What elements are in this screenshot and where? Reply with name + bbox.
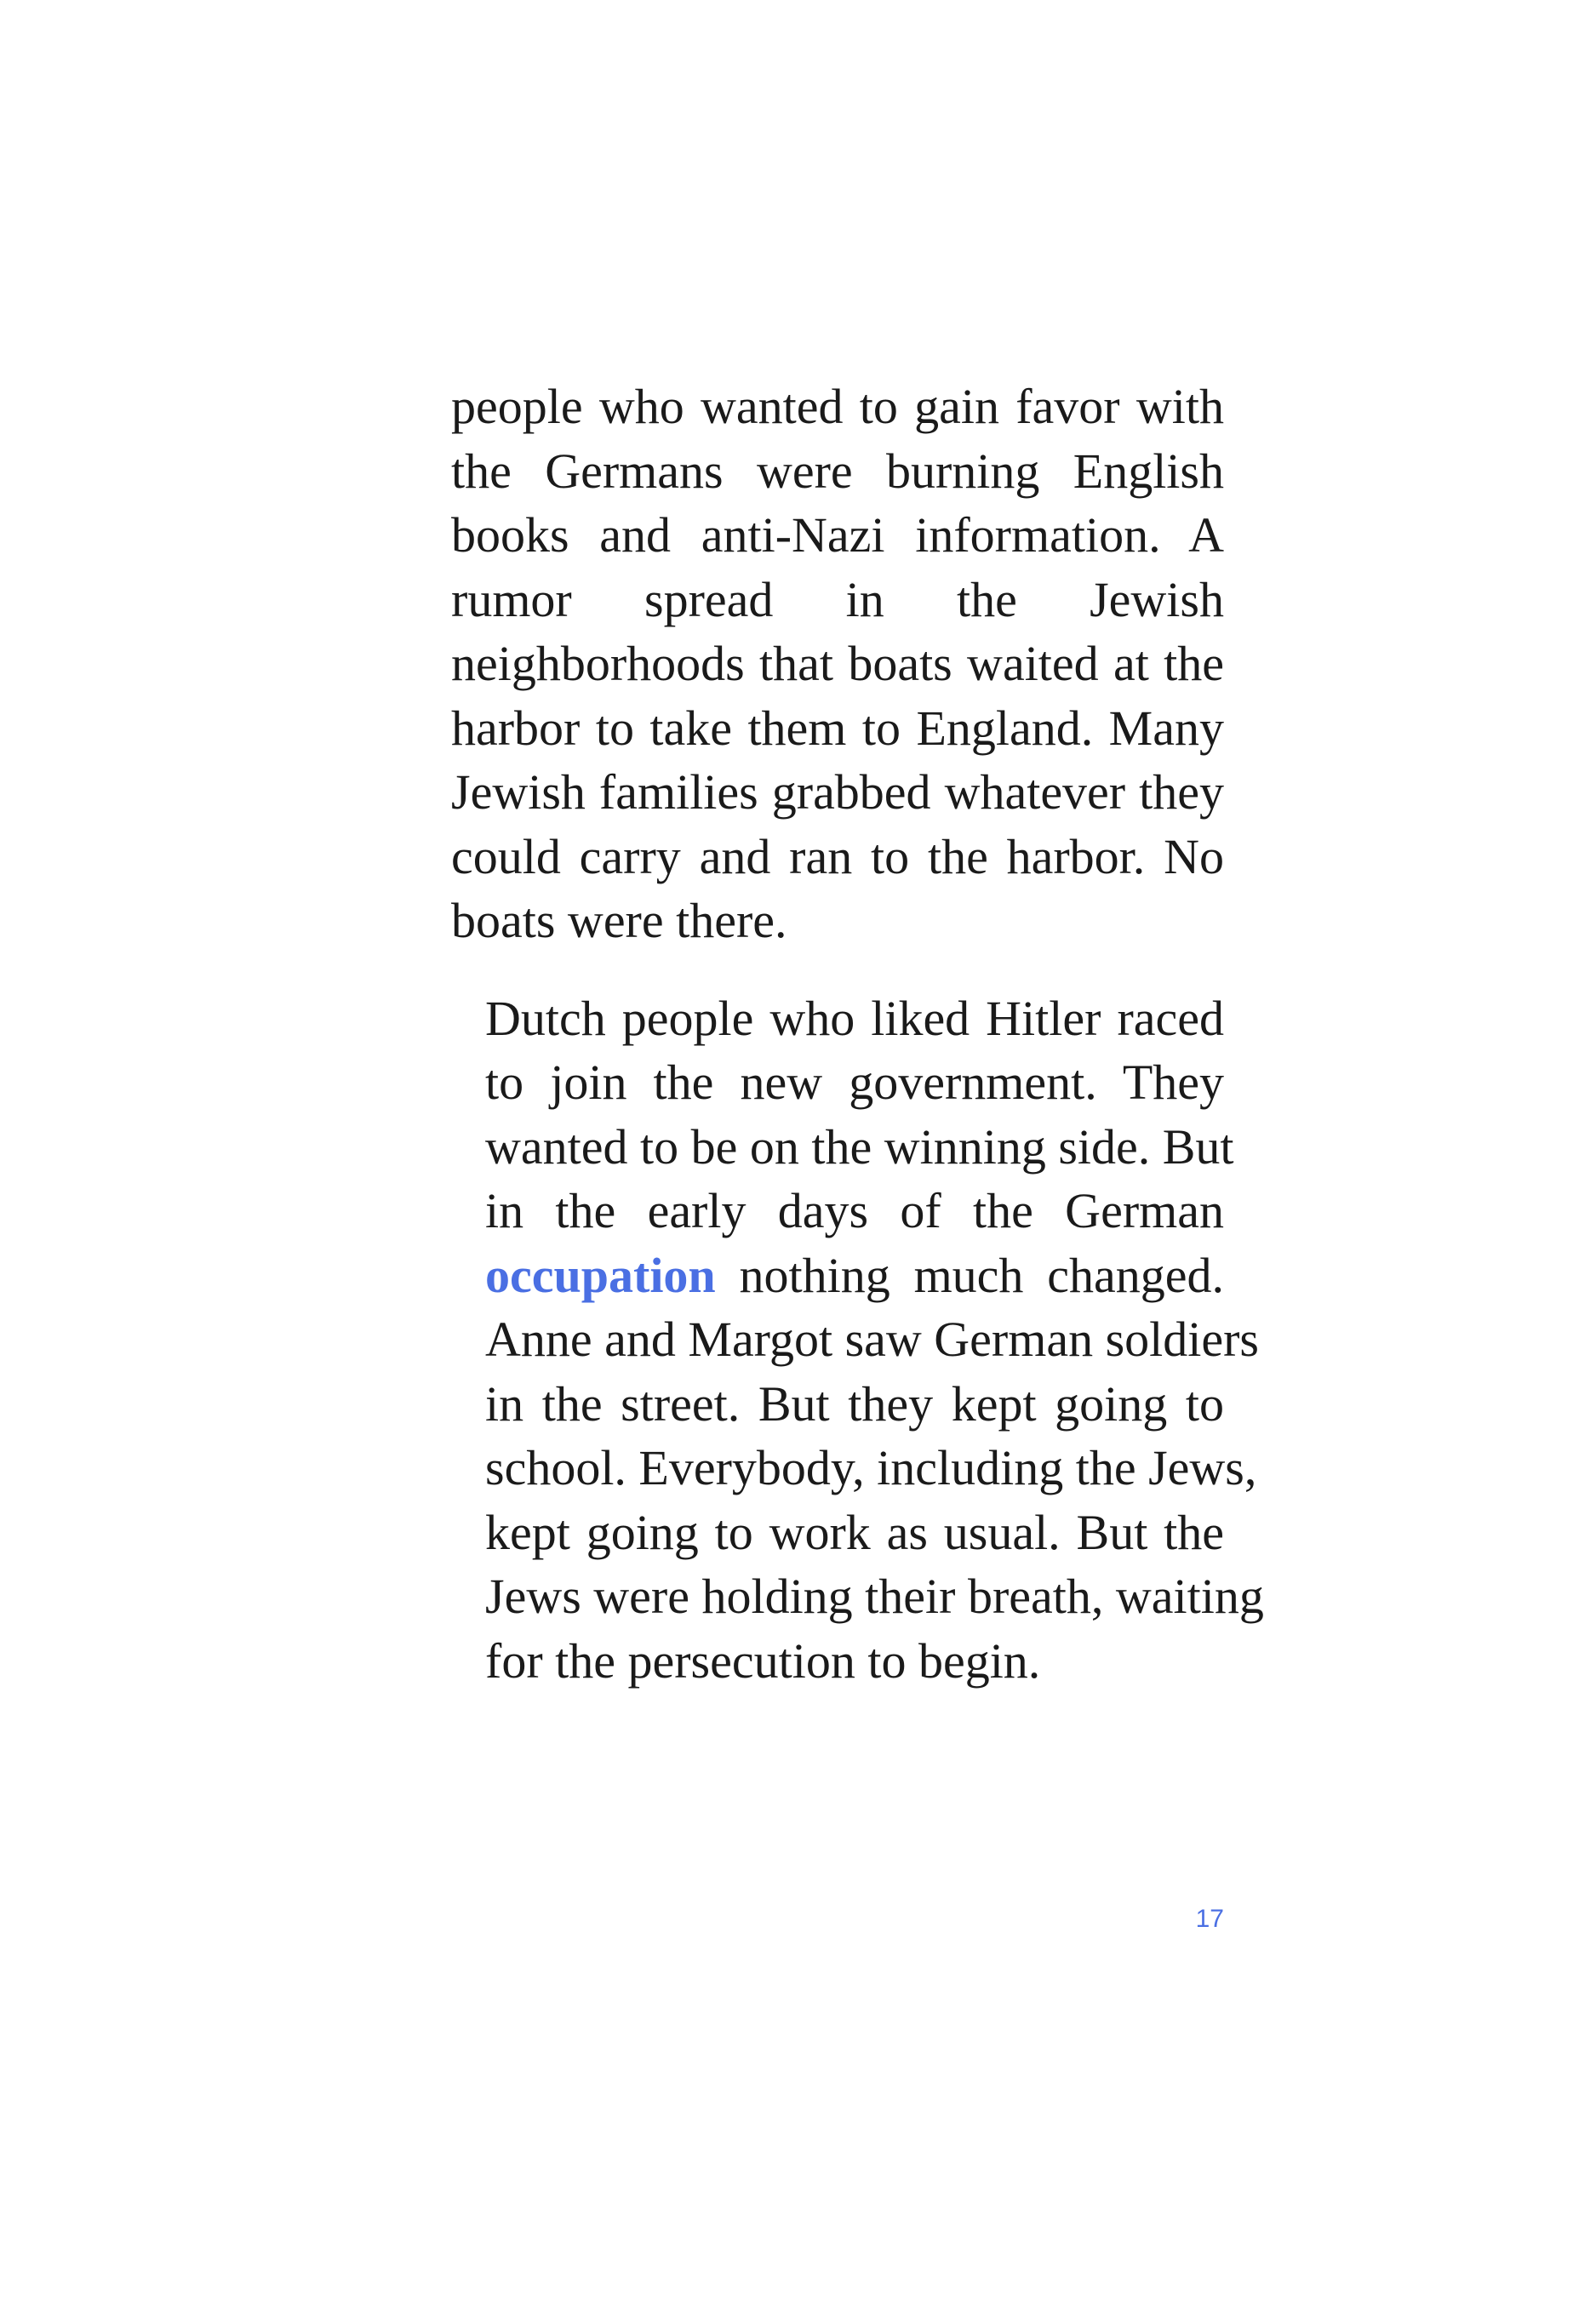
text-line: Jewish families grabbed whatever they [451,764,1224,820]
text-line: Jews were holding their breath, waiting [485,1569,1264,1624]
page-number: 17 [1195,1905,1224,1933]
text-line: kept going to work as usual. But the [485,1504,1224,1560]
text-line-rest: nothing much changed. [715,1247,1224,1303]
text-line: could carry and ran to the harbor. No [451,828,1224,884]
text-line: school. Everybody, including the Jews, [485,1440,1257,1495]
body-text [451,374,1264,1693]
text-line: harbor to take them to England. Many [451,700,1224,756]
text-line: the Germans were burning English [451,443,1224,499]
paragraph-2 [451,986,1264,1694]
glossary-term-occupation[interactable]: occupation [485,1247,716,1303]
text-line: people who wanted to gain favor with [451,379,1224,434]
text-line: neighborhoods that boats waited at the [451,636,1224,691]
text-line-with-glossary-term [451,1243,1224,1308]
text-line: to join the new government. They [485,1055,1224,1110]
text-line: Anne and Margot saw German soldiers [485,1312,1259,1367]
text-line: Dutch people who liked Hitler raced [485,990,1224,1046]
text-line: boats were there. [451,893,787,948]
text-line: in the early days of the German [485,1183,1224,1238]
text-line: books and anti-Nazi information. A [451,507,1224,563]
text-line: in the street. But they kept going to [485,1375,1224,1432]
paragraph-1 [451,374,1224,953]
text-line: wanted to be on the winning side. But [485,1118,1234,1175]
text-line: rumor spread in the Jewish [451,571,1224,627]
text-line: for the persecution to begin. [485,1632,1041,1689]
